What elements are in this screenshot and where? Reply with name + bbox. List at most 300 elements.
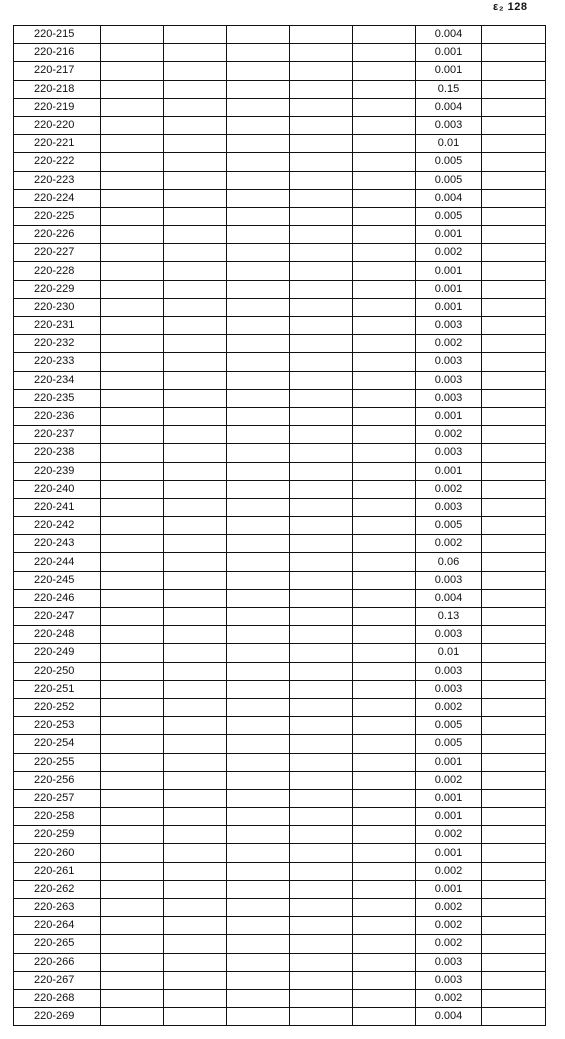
empty-cell [290, 571, 353, 589]
empty-cell [353, 298, 416, 316]
table-row [14, 407, 546, 425]
empty-cell [353, 698, 416, 716]
empty-cell [101, 407, 164, 425]
empty-cell [482, 571, 546, 589]
empty-cell [227, 44, 290, 62]
row-id-cell: 220-243 [14, 535, 101, 553]
empty-cell [353, 535, 416, 553]
empty-cell [164, 480, 227, 498]
table-row [14, 680, 546, 698]
empty-cell [290, 844, 353, 862]
empty-cell [290, 826, 353, 844]
empty-cell [482, 498, 546, 516]
empty-cell [164, 389, 227, 407]
empty-cell [227, 589, 290, 607]
empty-cell [290, 971, 353, 989]
empty-cell [101, 371, 164, 389]
row-value-cell: 0.002 [416, 899, 482, 917]
row-id-cell: 220-224 [14, 189, 101, 207]
row-id-cell: 220-236 [14, 407, 101, 425]
empty-cell [290, 517, 353, 535]
empty-cell [353, 62, 416, 80]
empty-cell [164, 353, 227, 371]
empty-cell [482, 135, 546, 153]
empty-cell [227, 880, 290, 898]
empty-cell [353, 44, 416, 62]
empty-cell [290, 444, 353, 462]
row-value-cell: 0.002 [416, 771, 482, 789]
empty-cell [290, 589, 353, 607]
empty-cell [290, 935, 353, 953]
row-value-cell: 0.003 [416, 953, 482, 971]
empty-cell [482, 917, 546, 935]
row-id-cell: 220-249 [14, 644, 101, 662]
table-row [14, 880, 546, 898]
row-id-cell: 220-225 [14, 207, 101, 225]
row-value-cell: 0.004 [416, 26, 482, 44]
table-row [14, 462, 546, 480]
row-value-cell: 0.001 [416, 44, 482, 62]
empty-cell [353, 353, 416, 371]
row-value-cell: 0.002 [416, 244, 482, 262]
empty-cell [227, 753, 290, 771]
empty-cell [164, 717, 227, 735]
empty-cell [353, 844, 416, 862]
empty-cell [353, 517, 416, 535]
empty-cell [227, 98, 290, 116]
empty-cell [353, 662, 416, 680]
empty-cell [482, 426, 546, 444]
row-value-cell: 0.002 [416, 335, 482, 353]
table-row [14, 244, 546, 262]
empty-cell [353, 899, 416, 917]
empty-cell [164, 426, 227, 444]
empty-cell [482, 335, 546, 353]
empty-cell [290, 244, 353, 262]
empty-cell [101, 626, 164, 644]
table-row [14, 953, 546, 971]
empty-cell [227, 189, 290, 207]
row-value-cell: 0.002 [416, 862, 482, 880]
empty-cell [164, 626, 227, 644]
empty-cell [482, 480, 546, 498]
row-id-cell: 220-233 [14, 353, 101, 371]
empty-cell [101, 244, 164, 262]
empty-cell [101, 226, 164, 244]
empty-cell [101, 899, 164, 917]
empty-cell [227, 135, 290, 153]
empty-cell [227, 407, 290, 425]
empty-cell [101, 971, 164, 989]
row-id-cell: 220-242 [14, 517, 101, 535]
empty-cell [164, 371, 227, 389]
empty-cell [164, 44, 227, 62]
empty-cell [227, 971, 290, 989]
row-id-cell: 220-261 [14, 862, 101, 880]
empty-cell [482, 371, 546, 389]
row-id-cell: 220-250 [14, 662, 101, 680]
empty-cell [290, 353, 353, 371]
empty-cell [101, 444, 164, 462]
row-value-cell: 0.004 [416, 1008, 482, 1026]
empty-cell [164, 935, 227, 953]
table-row [14, 899, 546, 917]
row-value-cell: 0.003 [416, 371, 482, 389]
empty-cell [353, 680, 416, 698]
empty-cell [290, 207, 353, 225]
empty-cell [164, 844, 227, 862]
row-id-cell: 220-239 [14, 462, 101, 480]
empty-cell [482, 116, 546, 134]
empty-cell [164, 771, 227, 789]
empty-cell [164, 407, 227, 425]
empty-cell [164, 262, 227, 280]
empty-cell [290, 553, 353, 571]
row-value-cell: 0.003 [416, 353, 482, 371]
row-id-cell: 220-231 [14, 317, 101, 335]
row-value-cell: 0.15 [416, 80, 482, 98]
empty-cell [353, 335, 416, 353]
empty-cell [482, 771, 546, 789]
table-row [14, 971, 546, 989]
table-row [14, 608, 546, 626]
empty-cell [482, 80, 546, 98]
row-id-cell: 220-241 [14, 498, 101, 516]
empty-cell [227, 226, 290, 244]
empty-cell [353, 862, 416, 880]
empty-cell [227, 826, 290, 844]
empty-cell [353, 116, 416, 134]
empty-cell [101, 480, 164, 498]
row-value-cell: 0.004 [416, 189, 482, 207]
empty-cell [482, 207, 546, 225]
empty-cell [164, 899, 227, 917]
row-value-cell: 0.001 [416, 280, 482, 298]
empty-cell [101, 262, 164, 280]
empty-cell [482, 844, 546, 862]
empty-cell [290, 116, 353, 134]
table-row [14, 298, 546, 316]
empty-cell [290, 917, 353, 935]
empty-cell [164, 753, 227, 771]
empty-cell [101, 335, 164, 353]
table-row [14, 644, 546, 662]
empty-cell [353, 808, 416, 826]
row-value-cell: 0.003 [416, 317, 482, 335]
row-value-cell: 0.005 [416, 717, 482, 735]
empty-cell [290, 717, 353, 735]
empty-cell [290, 753, 353, 771]
empty-cell [353, 226, 416, 244]
empty-cell [164, 644, 227, 662]
row-id-cell: 220-234 [14, 371, 101, 389]
empty-cell [482, 444, 546, 462]
empty-cell [164, 298, 227, 316]
empty-cell [164, 153, 227, 171]
empty-cell [227, 26, 290, 44]
empty-cell [101, 571, 164, 589]
empty-cell [164, 553, 227, 571]
row-id-cell: 220-228 [14, 262, 101, 280]
empty-cell [164, 444, 227, 462]
row-value-cell: 0.002 [416, 935, 482, 953]
empty-cell [482, 226, 546, 244]
empty-cell [482, 189, 546, 207]
row-id-cell: 220-254 [14, 735, 101, 753]
empty-cell [482, 717, 546, 735]
empty-cell [482, 971, 546, 989]
row-id-cell: 220-251 [14, 680, 101, 698]
empty-cell [101, 62, 164, 80]
empty-cell [482, 753, 546, 771]
empty-cell [353, 444, 416, 462]
empty-cell [227, 444, 290, 462]
row-id-cell: 220-264 [14, 917, 101, 935]
empty-cell [290, 698, 353, 716]
row-value-cell: 0.001 [416, 226, 482, 244]
empty-cell [164, 826, 227, 844]
row-value-cell: 0.003 [416, 662, 482, 680]
empty-cell [482, 44, 546, 62]
row-id-cell: 220-240 [14, 480, 101, 498]
empty-cell [227, 535, 290, 553]
row-id-cell: 220-247 [14, 608, 101, 626]
table-row [14, 753, 546, 771]
row-value-cell: 0.003 [416, 389, 482, 407]
row-value-cell: 0.06 [416, 553, 482, 571]
row-id-cell: 220-218 [14, 80, 101, 98]
empty-cell [227, 371, 290, 389]
empty-cell [227, 680, 290, 698]
row-value-cell: 0.001 [416, 844, 482, 862]
empty-cell [290, 426, 353, 444]
empty-cell [290, 535, 353, 553]
empty-cell [101, 826, 164, 844]
table-row [14, 280, 546, 298]
empty-cell [482, 789, 546, 807]
empty-cell [482, 608, 546, 626]
empty-cell [290, 498, 353, 516]
empty-cell [227, 462, 290, 480]
empty-cell [290, 953, 353, 971]
row-id-cell: 220-238 [14, 444, 101, 462]
empty-cell [101, 553, 164, 571]
empty-cell [482, 680, 546, 698]
empty-cell [164, 26, 227, 44]
empty-cell [353, 280, 416, 298]
empty-cell [353, 371, 416, 389]
table-row [14, 917, 546, 935]
empty-cell [227, 298, 290, 316]
row-value-cell: 0.005 [416, 207, 482, 225]
empty-cell [353, 498, 416, 516]
empty-cell [290, 899, 353, 917]
empty-cell [482, 826, 546, 844]
table-row [14, 317, 546, 335]
empty-cell [290, 462, 353, 480]
empty-cell [482, 935, 546, 953]
empty-cell [482, 899, 546, 917]
row-value-cell: 0.001 [416, 62, 482, 80]
empty-cell [482, 153, 546, 171]
table-row [14, 1008, 546, 1026]
empty-cell [227, 571, 290, 589]
empty-cell [101, 535, 164, 553]
table-row [14, 989, 546, 1007]
empty-cell [227, 1008, 290, 1026]
row-value-cell: 0.001 [416, 808, 482, 826]
empty-cell [482, 298, 546, 316]
empty-cell [101, 680, 164, 698]
table-row [14, 116, 546, 134]
row-id-cell: 220-217 [14, 62, 101, 80]
page-number-value: 128 [507, 1, 528, 13]
empty-cell [482, 589, 546, 607]
row-id-cell: 220-244 [14, 553, 101, 571]
empty-cell [164, 226, 227, 244]
empty-cell [227, 62, 290, 80]
row-value-cell: 0.002 [416, 698, 482, 716]
empty-cell [482, 662, 546, 680]
empty-cell [290, 1008, 353, 1026]
row-value-cell: 0.003 [416, 498, 482, 516]
row-id-cell: 220-253 [14, 717, 101, 735]
empty-cell [482, 880, 546, 898]
empty-cell [290, 280, 353, 298]
empty-cell [290, 80, 353, 98]
row-id-cell: 220-223 [14, 171, 101, 189]
empty-cell [101, 26, 164, 44]
row-id-cell: 220-248 [14, 626, 101, 644]
empty-cell [227, 717, 290, 735]
row-value-cell: 0.005 [416, 153, 482, 171]
empty-cell [164, 608, 227, 626]
empty-cell [290, 171, 353, 189]
table-row [14, 171, 546, 189]
row-value-cell: 0.003 [416, 444, 482, 462]
row-id-cell: 220-232 [14, 335, 101, 353]
table-row [14, 498, 546, 516]
empty-cell [290, 880, 353, 898]
row-id-cell: 220-265 [14, 935, 101, 953]
empty-cell [353, 207, 416, 225]
empty-cell [227, 862, 290, 880]
table-row [14, 98, 546, 116]
table-row [14, 826, 546, 844]
row-id-cell: 220-230 [14, 298, 101, 316]
empty-cell [353, 135, 416, 153]
empty-cell [101, 989, 164, 1007]
table-row [14, 589, 546, 607]
row-value-cell: 0.01 [416, 644, 482, 662]
empty-cell [164, 189, 227, 207]
empty-cell [482, 1008, 546, 1026]
empty-cell [290, 371, 353, 389]
empty-cell [482, 953, 546, 971]
row-id-cell: 220-267 [14, 971, 101, 989]
empty-cell [227, 662, 290, 680]
empty-cell [482, 517, 546, 535]
empty-cell [227, 116, 290, 134]
empty-cell [353, 1008, 416, 1026]
table-row [14, 226, 546, 244]
row-id-cell: 220-258 [14, 808, 101, 826]
empty-cell [482, 735, 546, 753]
empty-cell [101, 735, 164, 753]
row-id-cell: 220-252 [14, 698, 101, 716]
empty-cell [290, 789, 353, 807]
empty-cell [290, 608, 353, 626]
table-row [14, 444, 546, 462]
empty-cell [101, 662, 164, 680]
empty-cell [101, 880, 164, 898]
empty-cell [101, 935, 164, 953]
table-row [14, 862, 546, 880]
table-row [14, 698, 546, 716]
empty-cell [101, 389, 164, 407]
empty-cell [164, 207, 227, 225]
empty-cell [164, 589, 227, 607]
row-value-cell: 0.004 [416, 589, 482, 607]
table-row [14, 535, 546, 553]
empty-cell [353, 608, 416, 626]
row-value-cell: 0.13 [416, 608, 482, 626]
empty-cell [482, 262, 546, 280]
empty-cell [353, 389, 416, 407]
row-value-cell: 0.001 [416, 880, 482, 898]
empty-cell [353, 426, 416, 444]
empty-cell [101, 953, 164, 971]
empty-cell [101, 280, 164, 298]
empty-cell [227, 171, 290, 189]
empty-cell [101, 862, 164, 880]
empty-cell [353, 826, 416, 844]
table-row [14, 480, 546, 498]
page-number [493, 1, 528, 13]
row-value-cell: 0.005 [416, 517, 482, 535]
empty-cell [353, 771, 416, 789]
empty-cell [482, 862, 546, 880]
row-value-cell: 0.001 [416, 753, 482, 771]
empty-cell [101, 589, 164, 607]
empty-cell [353, 407, 416, 425]
empty-cell [290, 389, 353, 407]
empty-cell [290, 407, 353, 425]
empty-cell [353, 935, 416, 953]
row-id-cell: 220-255 [14, 753, 101, 771]
empty-cell [227, 426, 290, 444]
row-id-cell: 220-260 [14, 844, 101, 862]
empty-cell [482, 407, 546, 425]
row-id-cell: 220-220 [14, 116, 101, 134]
table-row [14, 26, 546, 44]
empty-cell [101, 135, 164, 153]
table-row [14, 789, 546, 807]
empty-cell [227, 735, 290, 753]
empty-cell [227, 789, 290, 807]
table-row [14, 662, 546, 680]
empty-cell [353, 171, 416, 189]
empty-cell [101, 771, 164, 789]
row-value-cell: 0.001 [416, 262, 482, 280]
table-row [14, 389, 546, 407]
empty-cell [227, 353, 290, 371]
empty-cell [164, 698, 227, 716]
empty-cell [290, 298, 353, 316]
empty-cell [290, 135, 353, 153]
table-row [14, 626, 546, 644]
empty-cell [227, 608, 290, 626]
